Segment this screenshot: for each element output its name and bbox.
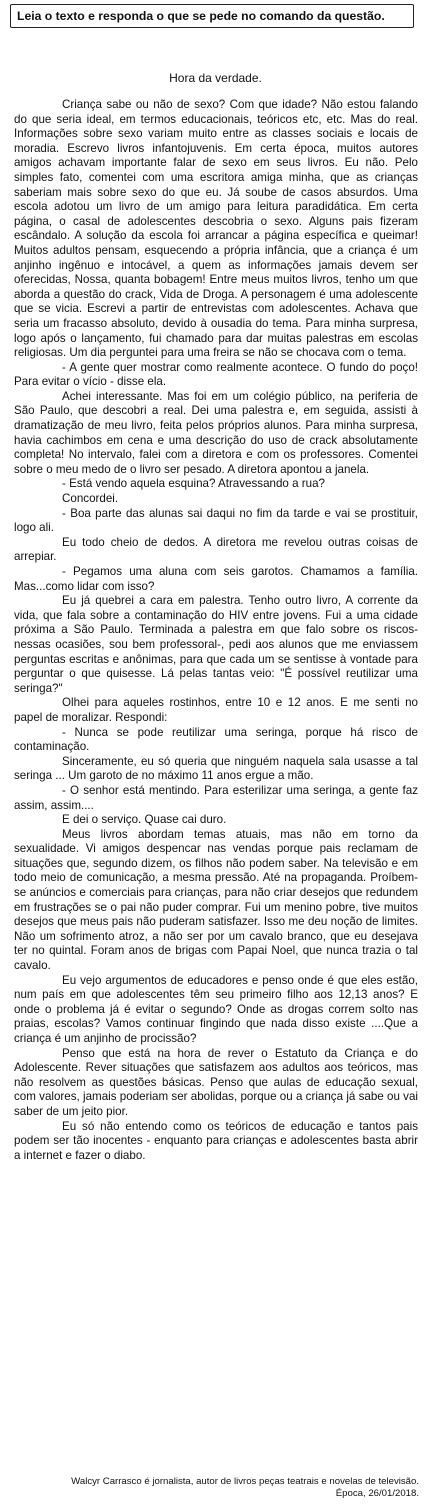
instruction-text: Leia o texto e responda o que se pede no comando da questão. xyxy=(17,9,385,23)
article-body xyxy=(14,98,418,1163)
paragraph: Eu só não entendo como os teóricos de educação e tantos pais podem ser tão inocentes - enquanto para crianças e adolescentes basta abrir a internet e fazer o diabo. xyxy=(14,1119,418,1162)
paragraph: Achei interessante. Mas foi em um colégio público, na periferia de São Paulo, que descobri a real. Dei uma palestra e, em seguida, assisti à dramatização de meu livro, feita pelos próprios alunos. Para minha surpresa, havia cachimbos em cena e uma descrição do uso de crack absolutamente completa! No intervalo, falei com a diretora e com os professores. Comentei sobre o meu medo de o livro ser pesado. A diretora apontou a janela. xyxy=(14,389,418,476)
paragraph: E dei o serviço. Quase cai duro. xyxy=(62,813,227,827)
paragraph: Eu vejo argumentos de educadores e penso onde é que eles estão, num país em que adolescentes têm seu primeiro filho aos 12,13 anos? E onde o problema já é evitar o segundo? Onde as drogas correm solto nas praias, escolas? Vamos continuar fingindo que nada disso existe ....Que a criança é um anjinho de procissão? xyxy=(14,973,418,1045)
paragraph: - O senhor está mentindo. Para esterilizar uma seringa, a gente faz assim, assim.... xyxy=(14,783,418,812)
paragraph: - Nunca se pode reutilizar uma seringa, porque há risco de contaminação. xyxy=(14,725,418,754)
paragraph: - Está vendo aquela esquina? Atravessando a rua? xyxy=(62,477,325,491)
paragraph: - A gente quer mostrar como realmente acontece. O fundo do poço! Para evitar o vício - disse ela. xyxy=(14,360,418,389)
paragraph: Concordei. xyxy=(62,492,119,506)
article-title: Hora da verdade. xyxy=(169,71,262,85)
paragraph: Eu todo cheio de dedos. A diretora me revelou outras coisas de arrepiar. xyxy=(14,535,418,564)
paragraph: Meus livros abordam temas atuais, mas não em torno da sexualidade. Vi amigos despencar nas vendas porque pais reclamam de situações que, segundo dizem, os filhos não podem saber. Na televisão e em todo meio de comunicação, a mesma pressão. Até na propaganda. Proíbem-se anúncios e comerciais para crianças, para não criar desejos que redundem em frustrações se o pai não puder comprar. Fui um menino pobre, tive muitos desejos que meus pais não puderam satisfazer. Isso me deu noção de limites. Não um sofrimento atroz, a não ser por um cavalo branco, que eu desejava ter no quintal. Foram anos de brigas com Papai Noel, que nunca trazia o tal cavalo. xyxy=(14,827,418,973)
paragraph: Criança sabe ou não de sexo? Com que idade? Não estou falando do que seria ideal, em termos educacionais, teóricos etc, etc. Mas do real. Informações sobre sexo variam muito entre as classes sociais e locais de moradia. Escrevo livros infantojuvenis. Em certa época, muitos autores amigos achavam importante falar de sexo em seus livros. Eu não. Pelo simples fato, comentei com uma escritora amiga minha, que as crianças saberiam mais sobre sexo do que eu. Já soube de casos absurdos. Uma escola adotou um livro de um amigo para leitura paradidática. Em certa página, o casal de adolescentes descobria o sexo. Alguns pais fizeram escândalo. A solução da escola foi arrancar a página específica e queimar! Muitos adultos pensam, esquecendo a própria infância, que a criança é um anjinho ingênuo e intocável, a quem as informações jamais devem ser oferecidas, Nossa, quanta bobagem! Entre meus muitos livros, tenho um que aborda a questão do crack, Vida de Droga. A personagem é uma adolescente que se vicia. Escrevi a partir de entrevistas com adolescentes. Achava que seria um fracasso absoluto, devido à ousadia do tema. Para minha surpresa, logo após o lançamento, fui chamado para dar muitas palestras em escolas religiosas. Um dia perguntei para uma freira se não se chocava com o tema. xyxy=(14,98,418,360)
paragraph: Olhei para aqueles rostinhos, entre 10 e 12 anos. E me senti no papel de moralizar. Respondi: xyxy=(14,696,418,724)
paragraph: Sinceramente, eu só queria que ninguém naquela sala usasse a tal seringa ... Um garoto de no máximo 11 anos ergue a mão. xyxy=(14,754,418,783)
author-caption: Walcyr Carrasco é jornalista, autor de livros peças teatrais e novelas de televisão. Época, 26/01/2018. xyxy=(71,1476,419,1499)
paragraph: - Boa parte das alunas sai daqui no fim da tarde e vai se prostituir, logo ali. xyxy=(14,506,418,535)
paragraph: - Pegamos uma aluna com seis garotos. Chamamos a família. Mas...como lidar com isso? xyxy=(14,565,418,593)
paragraph: Penso que está na hora de rever o Estatuto da Criança e do Adolescente. Rever situações que satisfazem aos adultos aos teóricos, mas não resolvem as questões básicas. Penso que aulas de educação sexual, com valores, jamais poderiam ser abolidas, porque ou a criança já sabe ou vai saber de um jeito pior. xyxy=(14,1046,418,1118)
paragraph: Eu já quebrei a cara em palestra. Tenho outro livro, A corrente da vida, que fala sobre a contaminação do HIV entre jovens. Fui a uma cidade próxima a São Paulo. Terminada a palestra em que falo sobre os riscos-nessas ocasiões, sou bem professoral-, pedi aos alunos que me enviassem perguntas escritas e anônimas, para que cada um se sentisse à vontade para perguntar o que quisesse. Lá pelas tantas veio: "É possível reutilizar uma seringa?" xyxy=(14,594,418,695)
instruction-box xyxy=(10,4,414,28)
